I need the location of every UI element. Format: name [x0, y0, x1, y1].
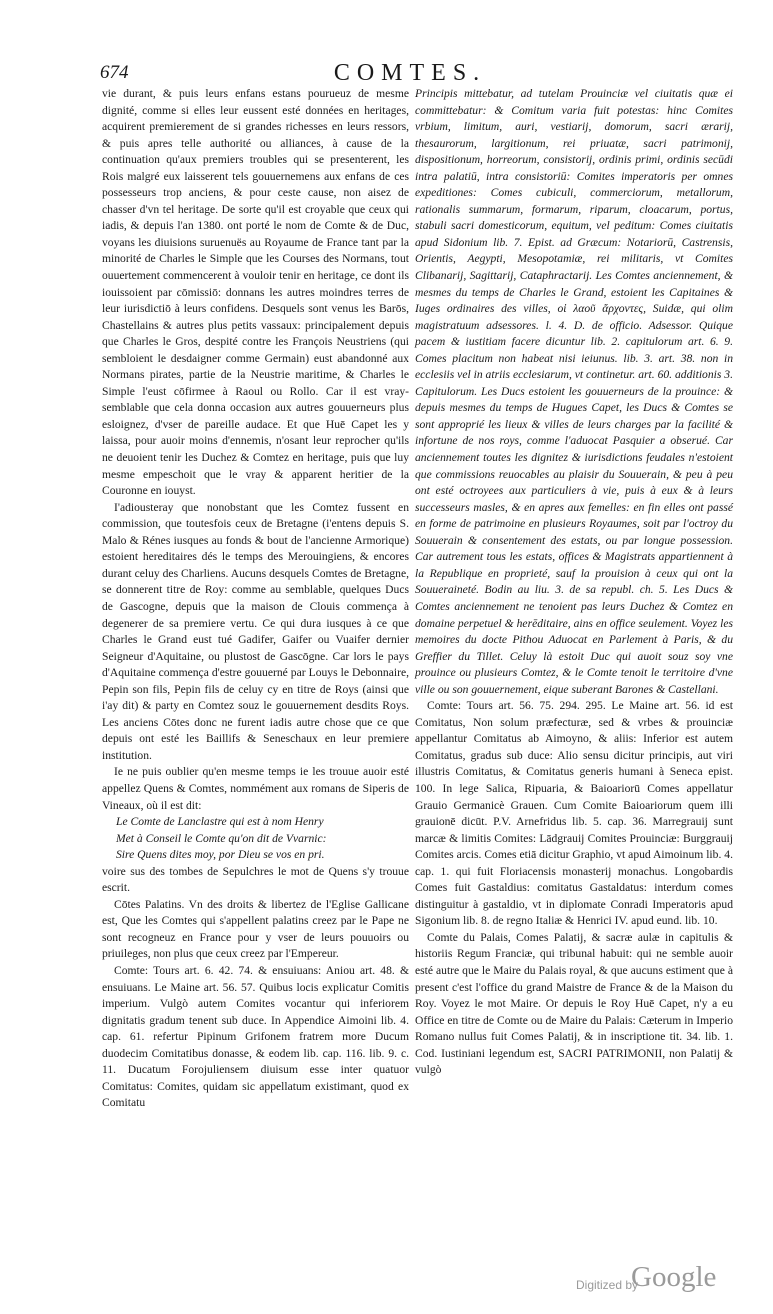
left-paragraph-4: voire sus des tombes de Sepulchres le mot de Quens s'y trouue escrit. [102, 864, 409, 895]
verse-line-2: Met à Conseil le Comte qu'on dit de Vvarnic: [116, 831, 327, 845]
left-column [102, 86, 409, 1112]
left-paragraph-2: I'adiousteray que nonobstant que les Comtez fussent en commission, que toutesfois ceux de Bretagne (i'entens depuis S. Malo & Rénes iusques au fonds & bout de l'ancienne Armorique) estoient hereditaires dés le temps des Merouingiens, & encores durant celuy des Charliens. Aucuns desquels Comtes de Bretagne, se donnerent titre de Roy: comme au semblable, quelques Ducs de Gascogne, depuis que la maison de Clouis commença à degenerer de sa premiere vertu. Ce qui dura iusques à ce que Charles le Grand eust tué Gadifer, Gaifer ou Vuaifer dernier Seigneur d'Aquitaine, ou plustost de Gascōgne. Car lors le pays d'Aquitaine commença d'estre gouuerné par Louys le Debonnaire, Pepin son fils, Pepin fils de celuy cy en titre de Roys (ainsi que i'ay dit) & party en Comtez souz le gouuernement desdits Roys. Les anciens Cōtes donc ne furent iadis autre chose que ce que depuis ont esté les Baillifs & Seneschaux en leur premiere institution. [102, 500, 409, 762]
running-title: COMTES. [333, 60, 487, 86]
watermark-prefix: Digitized by [576, 1278, 639, 1292]
watermark-brand: Google [631, 1261, 717, 1293]
left-paragraph-1: vie durant, & puis leurs enfans estans pourueuz de mesme dignité, comme si elles leur eussent esté données en heritages, acquirent premierement de si grandes richesses en leurs ressors, & puis apres telle authorité ou alliances, à cause de la continuation qu'aux premiers troubles qui se presenterent, les Rois malgré eux laisserent tels gouuernemens aux enfans de ces possesseurs trop anciens, & pour ceste cause, non aisez de chasser d'vn tel heritage. De sorte qu'il est croyable que ceux qui iadis, & depuis l'an 1380. ont porté le nom de Comte & de Duc, voyans les diuisions suruenuës au Royaume de France tant par la minorité de Charles le Simple que les Courses des Normans, tout ouuertement commencerent à vouloir tenir en heritage, ce dont ils iouissoient par cōmissiō: donnans les autres moindres terres de leur iurisdictiō à leurs confidens. Desquels sont venus les Barōs, Chastellains & autres plus petits vassaux: principalement depuis que Charles le Gros, despité contre les François Neustriens (qui sembloient le desdaigner comme Germain) eust abandonné aux Normans pirates, partie de la Neustrie maritime, & Charles le Simple l'eust cōfirmee à Raoul ou Rollo. Car il est vray-semblable que cela donna occasion aux autres gouuerneurs plus esloignez, d'vser de pareille audace. Et que Huē Capet les y laissa, pour auoir moins d'ennemis, n'osant leur reprocher qu'ils ne deuoient tenir les Duchez & Comtez en heritage, puis que luy mesme empeschoit que le vray & apparent heritier de la Couronne en iouyst. [102, 87, 409, 498]
verse-line-3: Sire Quens dites moy, por Dieu se vos en pri. [116, 848, 325, 862]
left-paragraph-5: Cōtes Palatins. Vn des droits & libertez de l'Eglise Gallicane est, Que les Comtes qui s'appellent palatins creez par le Pape ne sont recogneuz en France pour y vser de leurs pouuoirs ou priuileges, non plus que ceux creez par l'Empereur. [102, 897, 409, 961]
verse-line-1: Le Comte de Lanclastre qui est à nom Henry [116, 815, 324, 829]
left-paragraph-6: Comte: Tours art. 6. 42. 74. & ensuiuans: Aniou art. 48. & ensuiuans. Le Maine art. 56. 57. Quibus locis explicatur Comitis imperium. Vulgò autem Comites vocantur qui inferiorem dignitatis gradum tenent sub duce. In Appendice Aimoini lib. 4. cap. 61. refertur Pipinum Grifonem fratrem more Ducum duodecim Comitatibus donasse, & eodem lib. cap. 116. lib. 9. c. 11. Ducatum Forojuliensem diuisum esse inter quatuor Comitatus: Comites, quidam sic appellatum existimant, quod ex Comitatu [102, 963, 409, 1110]
right-paragraph-1: Principis mittebatur, ad tutelam Prouinciæ vel ciuitatis quæ ei committebatur: & Comitum varia fuit potestas: hinc Comites vrbium, limitum, auri, vestiarij, domorum, sacri ærarij, thesaurorum, largitionum, rei priuatæ, sacri patrimonij, dispositionum, horreorum, consistorij, ordinis primi, ordinis secūdi intra palatiū, intra consistoriū: Comites imperatoris per omnes expeditiones: Comes cubiculi, commerciorum, metallorum, rationalis summarum, formarum, riparum, cloacarum, portus, stabuli sacri domesticorum, equitum, vel peditum: Comes ciuitatis apud Sidonium lib. 7. Epist. ad Græcum: Notariorū, Castrensis, Orientis, Aegypti, Mesopotamiæ, rei militaris, vt Comites Clibanarij, Sagittarij, Cataphractarij. Les Comtes anciennement, & mesmes du temps de Charles le Grand, estoient les Capitaines & Iuges ordinaires des villes, οἱ λαοῦ ἄρχοντες, Suidæ, qui olim magistratuum adsessores. l. 4. D. de officio. Adsessor. Quique pacem & iustitiam facere dicuntur lib. 2. capitulorum art. 6. 9. Comes placitum non habeat nisi ieiunus. lib. 3. art. 38. non in ecclesiis vel in atriis ecclesiarum, vt continetur. art. 60. additionis 3. Capitulorum. Les Ducs estoient les gouuerneurs de la prouince: & depuis mesmes du temps de Hugues Capet, les Ducs & Comtes se sont approprié les lieux & villes de leurs charges par la facilité & infortune de nos roys, comme l'aduocat Pasquier a obserué. Car anciennement toutes les dignitez & iurisdictions feudales n'estoient que commissions reuocables au plaisir du Souuerain, & peu à peu ont esté octroyees aux particuliers à vie, puis à eux & à leurs successeurs masles, & en apres aux femelles: en fin elles ont passé en forme de patrimoine en plusieurs Royaumes, soit par l'octroy du Souuerain & consentement des estats, ou par longue possession. Car autrement tous les estats, offices & Magistrats appartiennent à la Republique en proprieté, sauf la prouision à ceux qui ont la Souueraineté. Bodin au liu. 3. de sa republ. ch. 5. Les Ducs & Comtes anciennement ne tenoient pas leurs Duchez & Comtez en domaine perpetuel & herēditaire, ains en office seulement. Voyez les memoires du docte Pithou Aduocat en Parlement à Paris, & du Greffier du Tillet. Celuy là estoit Duc qui auoit souz soy vne prouince ou plusieurs Comtez, & le Comte tenoit le territoire d'vne ville ou son gouuernement, eique suberant Barones & Castellani. [415, 87, 733, 696]
left-paragraph-3: Ie ne puis oublier qu'en mesme temps ie les trouue auoir esté appellez Quens & Comtes, nommément aux romans de Siperis de Vineaux, où il est dit: [102, 765, 409, 812]
right-column [415, 86, 733, 1079]
right-paragraph-2: Comte: Tours art. 56. 75. 294. 295. Le Maine art. 56. id est Comitatus, Non solum præfecturæ, sed & vrbes & prouinciæ appellantur Comitatus ab Aimoyno, & aliis: Inferior est autem Comitatus, gradus sub duce: Alio sensu dicitur principis, aut viri illustris Comitatus, & Comitatus generis humani à Seneca epist. 100. In lege Salica, Ripuaria, & Baioariorū Comes appellatur Grauio Germanicè Grauen. Cum Comite Baioariorum quem illi grauionē dicūt. P.V. Arnefridus lib. 5. cap. 36. Marregrauij sunt marcæ & limitis Comites: Lādgrauij Comites Prouinciæ: Burggrauij Comites arcis. Comes etiā dicitur Graphio, vt apud Aimoinum lib. 4. cap. 1. qui fuit Floriacensis monasterij monachus. Longobardis Comes fuit Gastaldius: comitatus Gastaldatus: interdum comes distinguitur à gastaldio, vt in diplomate Conradi Imperatoris apud Sigonium lib. 8. de regno Italiæ & Henrici IV. apud eund. lib. 10. [415, 699, 733, 928]
page-number: 674 [100, 62, 129, 83]
digitized-by-google-watermark [576, 1261, 746, 1301]
right-paragraph-3: Comte du Palais, Comes Palatij, & sacræ aulæ in capitulis & historiis Regum Franciæ, qui tribunal habuit: qui ne semble auoir esté autre que le Maire du Palais royal, & que aucuns estiment que à present c'est l'office du grand Maistre de France & de la Maison du Roy. Voyez le mot Maire. Or depuis le Roy Huē Capet, n'y a eu Office en titre de Comte ou de Maire du Palais: Cæterum in Imperio Romano nullus fuit Comes Palatij, & in inscriptione tit. 34. lib. 1. Cod. Iustiniani legendum est, SACRI PATRIMONII, non Palatij & vulgò [415, 930, 733, 1077]
